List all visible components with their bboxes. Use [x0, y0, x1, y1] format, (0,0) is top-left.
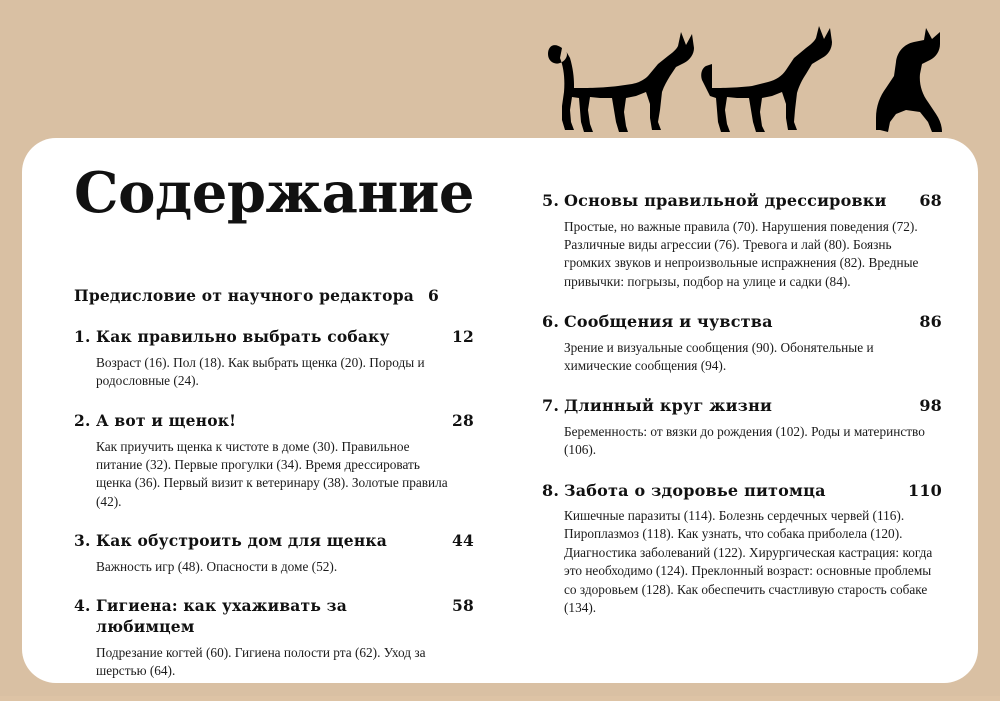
toc-entry-head: [74, 531, 474, 552]
toc-entry-subitems: Подрезание когтей (60). Гигиена полости рта (62). Уход за шерстью (64).: [96, 645, 426, 679]
toc-entry-page: 110: [908, 480, 942, 500]
contents-right-column: [542, 190, 942, 637]
toc-entry-number: 7.: [542, 396, 560, 416]
toc-entry-subitems: Кишечные паразиты (114). Болезнь сердечных червей (116). Пироплазмоз (118). Как узнать, что собака приболела (120). Диагностика заболеваний (122). Хирургическая кастрация: когда это необходимо (124). Преклонный возраст: основные проблемы со здоровьем (128). Как обеспечить счастливую старость собаке (134).: [564, 508, 933, 615]
toc-entry-2[interactable]: [74, 411, 474, 511]
toc-entry-head: [542, 311, 942, 333]
toc-entry-head: [542, 395, 942, 417]
page-title: Содержание: [74, 160, 475, 226]
toc-entry-page: 58: [452, 596, 474, 616]
toc-entry-title: Забота о здоровье питомца: [564, 480, 826, 500]
toc-entry-5[interactable]: [542, 190, 942, 291]
toc-entry-number: 2.: [74, 410, 91, 430]
toc-entry-6[interactable]: [542, 311, 942, 375]
toc-entry-head: [74, 411, 474, 432]
toc-entry-page: 44: [452, 530, 474, 550]
toc-entry-number: 6.: [542, 311, 560, 331]
toc-entry-subitems: Беременность: от вязки до рождения (102). Роды и материнство (106).: [564, 423, 925, 458]
toc-entry-title: Основы правильной дрессировки: [564, 191, 887, 210]
toc-entry-title: Гигиена: как ухаживать за любимцем: [96, 596, 348, 637]
toc-entry-subitems: Простые, но важные правила (70). Нарушения поведения (72). Различные виды агрессии (76). Тревога и лай (80). Боязнь громких звуков и непроизвольные испражнения (82). Вредные привычки: погрызы, подбор на улице и садки (84).: [564, 218, 919, 289]
toc-entry-title: Как правильно выбрать собаку: [96, 327, 390, 346]
contents-page-sheet: [22, 138, 978, 683]
toc-entry-number: 4.: [74, 596, 91, 616]
toc-entry-head: [74, 596, 474, 638]
toc-entry-head: [74, 327, 474, 348]
toc-entry-page: 86: [919, 311, 942, 331]
preface-entry[interactable]: [74, 286, 474, 305]
toc-entry-page: 28: [452, 410, 474, 430]
toc-entry-subitems: Возраст (16). Пол (18). Как выбрать щенка (20). Породы и родословные (24).: [96, 354, 425, 389]
toc-entry-page: 68: [919, 191, 942, 210]
toc-entry-subitems: Важность игр (48). Опасности в доме (52).: [96, 558, 338, 574]
contents-left-column: [74, 286, 474, 701]
toc-entry-1[interactable]: [74, 327, 474, 391]
toc-entry-head: [542, 190, 942, 212]
toc-entry-number: 1.: [74, 327, 91, 346]
toc-entry-4[interactable]: [74, 596, 474, 681]
toc-entry-title: Длинный круг жизни: [564, 396, 773, 416]
toc-entry-number: 3.: [74, 530, 91, 550]
toc-entry-page: 12: [452, 327, 474, 346]
toc-entry-title: А вот и щенок!: [96, 410, 237, 430]
toc-entry-title: Сообщения и чувства: [564, 311, 773, 331]
toc-entry-7[interactable]: [542, 395, 942, 459]
toc-entry-page: 98: [919, 396, 942, 416]
toc-entry-number: 8.: [542, 480, 560, 500]
toc-entry-subitems: Как приучить щенка к чистоте в доме (30). Правильное питание (32). Первые прогулки (34). Время дрессировать щенка (36). Первый визит к ветеринару (38). Золотые правила (42).: [96, 438, 448, 509]
toc-entry-number: 5.: [542, 191, 560, 210]
toc-entry-head: [542, 480, 942, 502]
preface-page: 6: [428, 286, 439, 305]
toc-entry-8[interactable]: [542, 480, 942, 618]
dog-silhouettes-decoration: [540, 18, 960, 148]
preface-label: Предисловие от научного редактора: [74, 286, 414, 305]
toc-entry-subitems: Зрение и визуальные сообщения (90). Обонятельные и химические сообщения (94).: [564, 339, 874, 373]
toc-entry-title: Как обустроить дом для щенка: [96, 530, 388, 550]
toc-entry-3[interactable]: [74, 531, 474, 576]
